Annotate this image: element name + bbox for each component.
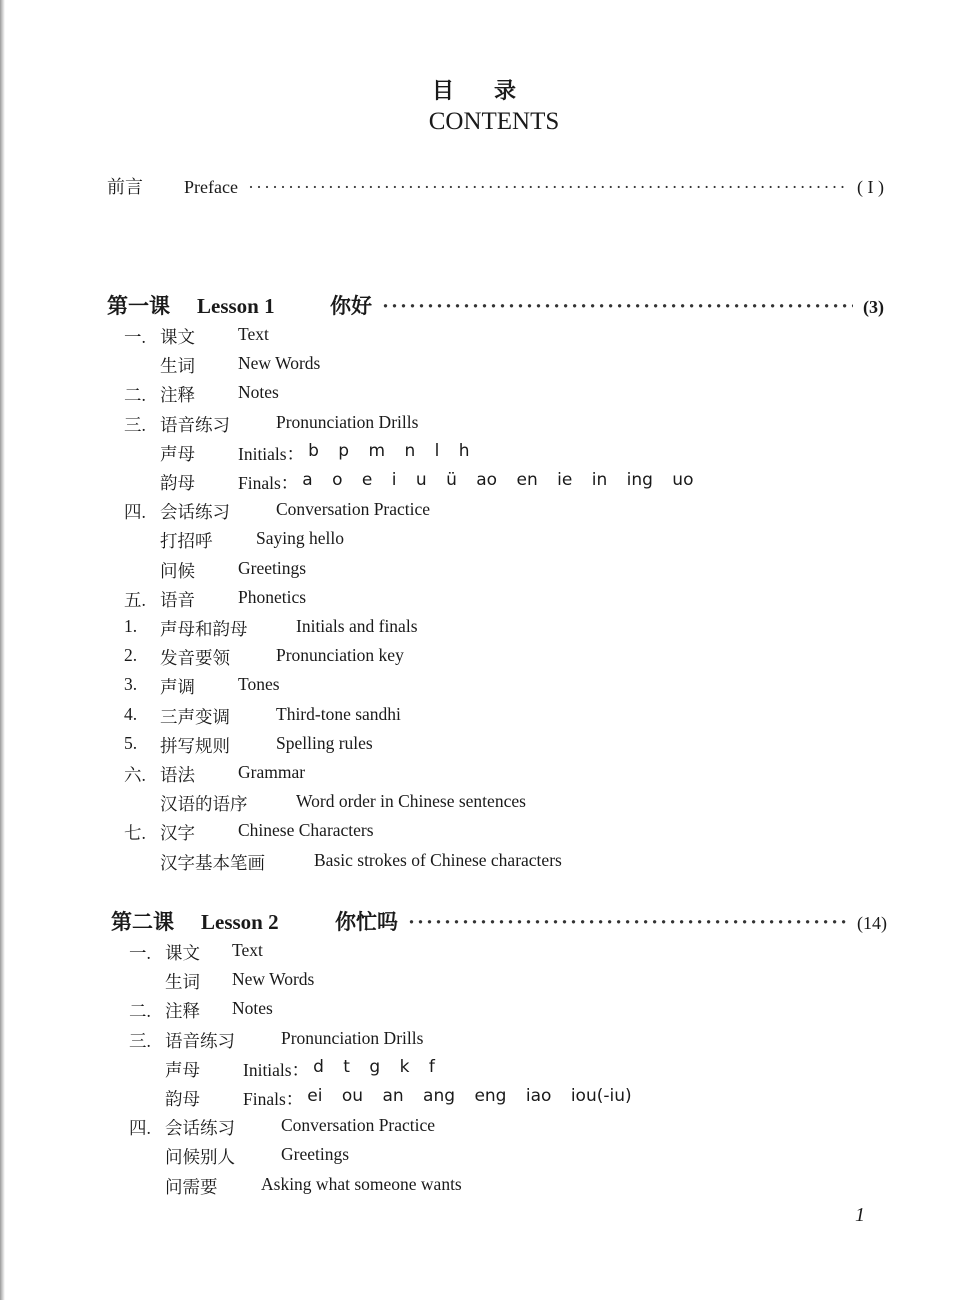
subentry-label-en: Chinese Characters — [238, 820, 374, 841]
subentry-number: 二. — [129, 1001, 151, 1022]
subentry-number — [129, 1174, 165, 1199]
preface-page: ( I ) — [857, 177, 884, 197]
subentry-label-en: Pronunciation key — [276, 645, 404, 666]
toc-subentry[interactable] — [124, 820, 374, 845]
subentry-label-zh: 声母 — [160, 443, 195, 464]
toc-subentry[interactable] — [124, 412, 418, 437]
subentry-label-zh: 汉字基本笔画 — [160, 852, 265, 873]
subentry-label-zh: 问候别人 — [165, 1147, 235, 1168]
toc-entry-lesson-2[interactable] — [111, 906, 887, 936]
toc-subentry[interactable] — [129, 940, 263, 965]
subentry-label-en: New Words — [232, 969, 315, 990]
subentry-number: 三. — [124, 414, 146, 435]
toc-subentry[interactable] — [129, 998, 273, 1023]
pinyin-list: b p m n l h — [308, 440, 470, 461]
subentry-label-zh: 三声变调 — [160, 706, 230, 727]
subentry-label-en: Initials and finals — [296, 616, 418, 636]
subentry-number — [129, 1057, 165, 1082]
toc-subentry[interactable] — [124, 762, 305, 787]
subentry-label-zh: 问需要 — [165, 1176, 218, 1197]
subentry-label-zh: 问候 — [160, 560, 195, 581]
subentry-number — [124, 353, 160, 378]
subentry-number — [129, 969, 165, 994]
subentry-label-en: Conversation Practice — [276, 499, 431, 520]
toc-entry-preface[interactable] — [107, 173, 884, 199]
subentry-label-en: Asking what someone wants — [261, 1173, 462, 1194]
subentry-label-zh: 注释 — [165, 1001, 200, 1022]
preface-label-en: Preface — [184, 177, 238, 197]
page-binding-edge — [0, 0, 5, 1300]
toc-subentry[interactable] — [124, 382, 279, 407]
dot-leader — [382, 294, 853, 319]
subentry-label-en: Spelling rules — [276, 732, 373, 753]
lesson-page: (3) — [863, 297, 884, 317]
subentry-label-en: Text — [238, 324, 269, 344]
subentry-label-en: Greetings — [281, 1144, 350, 1165]
subentry-label-en: Grammar — [238, 762, 306, 782]
toc-subentry[interactable] — [129, 1144, 349, 1169]
toc-subentry[interactable] — [129, 1174, 462, 1199]
pinyin-list: a o e i u ü ao en ie in ing uo — [302, 470, 694, 490]
toc-subentry[interactable] — [129, 1057, 435, 1082]
toc-subentry[interactable] — [124, 791, 526, 816]
subentry-label-zh: 语音练习 — [165, 1030, 235, 1051]
toc-subentry[interactable] — [124, 704, 401, 729]
toc-subentry[interactable] — [124, 353, 320, 378]
lesson-number-en: Lesson 1 — [197, 294, 275, 318]
toc-subentry[interactable] — [124, 470, 693, 495]
subentry-number — [124, 791, 160, 816]
toc-subentry[interactable] — [124, 324, 269, 349]
subentry-label-zh: 声母和韵母 — [160, 619, 248, 639]
lesson-number-zh: 第一课 — [107, 294, 170, 318]
toc-subentry[interactable] — [124, 558, 306, 583]
subentry-label-zh: 会话练习 — [160, 502, 230, 523]
subentry-label-en: Tones — [238, 674, 280, 695]
subentry-number: 一. — [129, 943, 151, 963]
toc-subentry[interactable] — [129, 1086, 632, 1111]
subentry-label-en: Notes — [238, 382, 279, 403]
subentry-number: 六. — [124, 765, 146, 785]
subentry-label-en: Notes — [232, 998, 273, 1019]
subentry-number — [124, 441, 160, 466]
subentry-label-en: Conversation Practice — [281, 1115, 436, 1136]
subentry-number: 2. — [124, 645, 138, 666]
subentry-label-zh: 生词 — [165, 972, 200, 993]
subentry-label-zh: 课文 — [165, 943, 200, 963]
subentry-number: 四. — [124, 502, 146, 523]
preface-label-zh: 前言 — [107, 177, 143, 197]
toc-subentry[interactable] — [124, 528, 344, 553]
subentry-label-zh: 声母 — [165, 1059, 200, 1080]
subentry-label-en: Word order in Chinese sentences — [296, 791, 526, 812]
toc-subentry[interactable] — [129, 1115, 435, 1140]
subentry-label-en: Phonetics — [238, 586, 307, 607]
lesson-title: 你好 — [330, 294, 372, 318]
subentry-number — [124, 850, 160, 875]
subentry-number — [124, 558, 160, 583]
subentry-number: 一. — [124, 327, 146, 347]
subentry-label-en: Initials： — [243, 1059, 310, 1080]
page-title-chinese: 目录 — [431, 78, 556, 103]
toc-subentry[interactable] — [124, 645, 404, 670]
subentry-number — [129, 1086, 165, 1111]
subentry-number: 1. — [124, 616, 138, 636]
subentry-label-zh: 韵母 — [160, 473, 195, 493]
pinyin-list: ei ou an ang eng iao iou(-iu) — [307, 1086, 632, 1106]
toc-subentry[interactable] — [124, 441, 470, 466]
lesson-page: (14) — [857, 913, 887, 933]
lesson-number-zh: 第二课 — [111, 910, 174, 934]
subentry-number — [129, 1144, 165, 1169]
toc-subentry[interactable] — [124, 850, 562, 875]
toc-subentry[interactable] — [124, 499, 430, 524]
toc-entry-lesson-1[interactable] — [107, 290, 884, 320]
subentry-label-zh: 课文 — [160, 327, 195, 347]
lesson-number-en: Lesson 2 — [201, 910, 279, 934]
subentry-label-zh: 汉语的语序 — [160, 794, 248, 815]
subentry-label-zh: 注释 — [160, 385, 195, 406]
subentry-number — [124, 470, 160, 495]
toc-subentry[interactable] — [124, 616, 418, 641]
page-number: 1 — [855, 1204, 865, 1226]
dot-leader — [248, 177, 847, 198]
subentry-number — [124, 528, 160, 553]
toc-subentry[interactable] — [124, 733, 373, 758]
subentry-label-zh: 语音练习 — [160, 414, 230, 435]
toc-subentry[interactable] — [129, 1028, 423, 1053]
subentry-number: 四. — [129, 1118, 151, 1139]
subentry-label-en: Third-tone sandhi — [276, 703, 401, 724]
subentry-label-en: Finals： — [243, 1089, 304, 1109]
subentry-number: 4. — [124, 703, 138, 724]
subentry-label-en: Initials： — [238, 443, 305, 464]
subentry-label-zh: 声调 — [160, 677, 195, 698]
toc-subentry[interactable] — [129, 969, 314, 994]
subentry-label-zh: 发音要领 — [160, 648, 230, 669]
subentry-label-en: Greetings — [238, 557, 307, 578]
subentry-label-en: Pronunciation Drills — [281, 1027, 424, 1048]
subentry-label-zh: 会话练习 — [165, 1118, 235, 1139]
subentry-number: 3. — [124, 674, 138, 695]
subentry-label-zh: 韵母 — [165, 1089, 200, 1109]
subentry-number: 五. — [124, 589, 146, 610]
subentry-number: 三. — [129, 1030, 151, 1051]
subentry-label-zh: 语法 — [160, 765, 195, 785]
subentry-label-en: Finals： — [238, 473, 299, 493]
lesson-title: 你忙吗 — [335, 910, 398, 934]
subentry-label-en: Saying hello — [256, 528, 344, 549]
dot-leader — [408, 910, 847, 935]
subentry-label-zh: 拼写规则 — [160, 735, 230, 756]
subentry-label-en: Basic strokes of Chinese characters — [314, 849, 562, 870]
subentry-label-zh: 打招呼 — [160, 531, 213, 552]
subentry-label-en: Pronunciation Drills — [276, 411, 419, 432]
subentry-label-zh: 语音 — [160, 589, 195, 610]
subentry-number: 二. — [124, 385, 146, 406]
subentry-label-en: Text — [232, 940, 263, 960]
toc-subentry[interactable] — [124, 674, 280, 699]
page-title-english: CONTENTS — [428, 108, 560, 135]
subentry-label-en: New Words — [238, 353, 321, 374]
pinyin-list: d t g k f — [313, 1056, 435, 1077]
subentry-label-zh: 生词 — [160, 356, 195, 377]
subentry-number: 七. — [124, 823, 146, 844]
subentry-number: 5. — [124, 732, 138, 753]
subentry-label-zh: 汉字 — [160, 823, 195, 844]
toc-subentry[interactable] — [124, 587, 306, 612]
